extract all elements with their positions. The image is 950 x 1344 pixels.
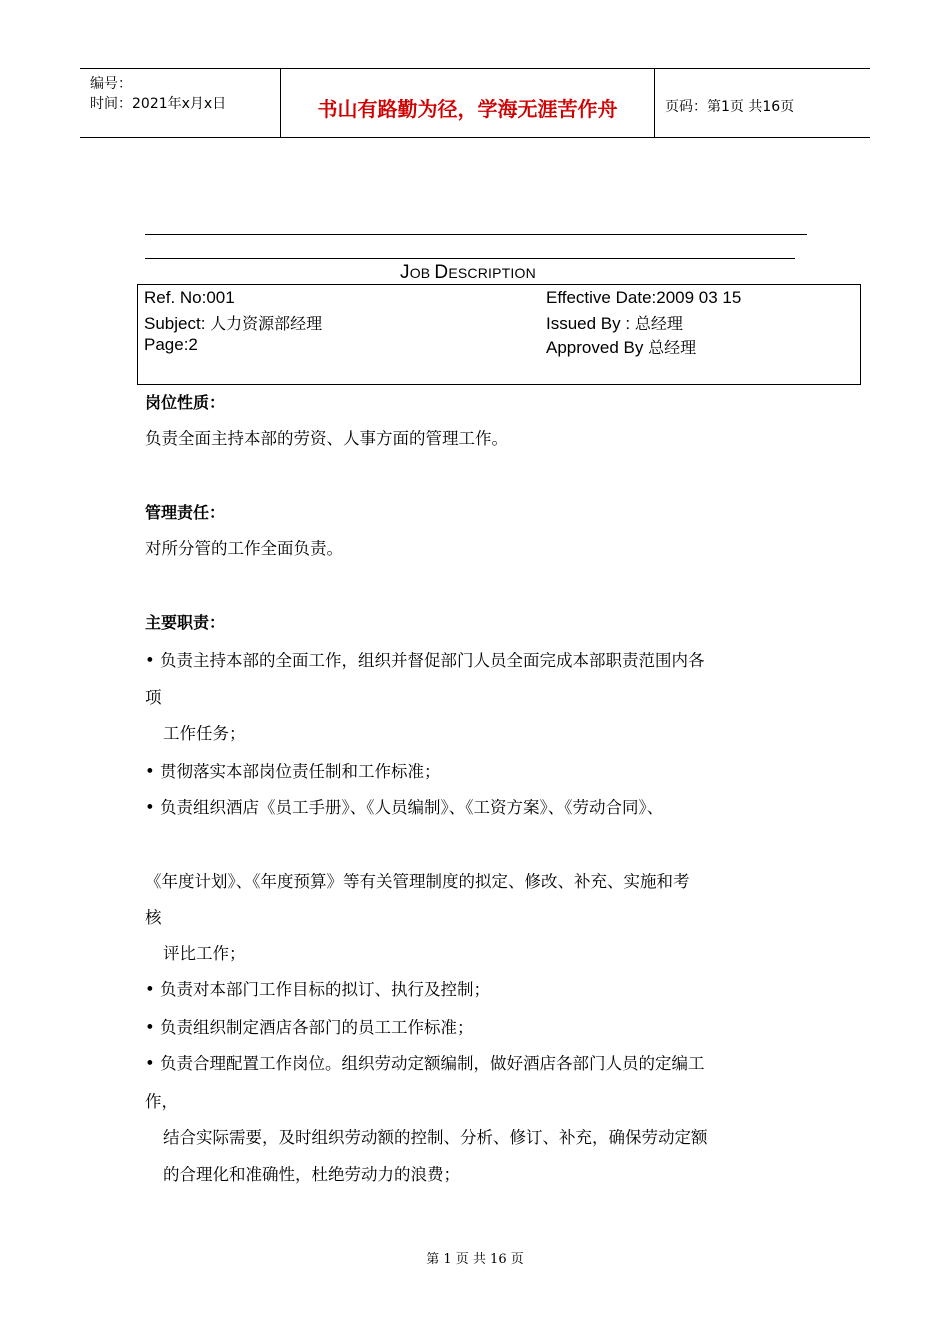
- subject: [144, 311, 322, 334]
- duty-line: 工作任务；: [163, 724, 246, 743]
- info-box: [137, 284, 861, 385]
- effective-date: Effective Date:2009 03 15: [546, 288, 742, 307]
- header-meta-cell: [80, 69, 281, 137]
- duty-line: • 贯彻落实本部岗位责任制和工作标准；: [145, 762, 441, 781]
- page-field: Page:2: [144, 335, 198, 354]
- title-d: D: [434, 262, 449, 283]
- document-header: [80, 68, 870, 138]
- duty-line: • 负责组织酒店《员工手册》、《人员编制》、《工资方案》、《劳动合同》、: [145, 798, 664, 817]
- duty-line: 项: [145, 688, 162, 707]
- ref-no: Ref. No:001: [144, 288, 235, 307]
- responsibility-heading: 管理责任：: [145, 503, 226, 522]
- number-label: 编号：: [90, 76, 132, 92]
- issued-by: [546, 311, 683, 334]
- nature-text: 负责全面主持本部的劳资、人事方面的管理工作。: [145, 429, 508, 448]
- duties-heading: 主要职责：: [145, 613, 226, 632]
- issued-value: 总经理: [634, 314, 683, 333]
- duty-line: 评比工作；: [163, 944, 246, 963]
- issued-label: Issued By :: [546, 314, 635, 333]
- duty-line: 核: [145, 908, 162, 927]
- second-rule: [145, 258, 795, 259]
- subject-label: Subject:: [144, 314, 211, 333]
- job-description-title: [400, 262, 536, 284]
- duty-line: • 负责对本部门工作目标的拟订、执行及控制；: [145, 980, 490, 999]
- approved-label: Approved By: [546, 338, 649, 357]
- header-motto-cell: [281, 69, 655, 137]
- duty-line: 结合实际需要，及时组织劳动额的控制、分析、修订、补充，确保劳动定额: [163, 1128, 708, 1147]
- duty-line: 的合理化和准确性，杜绝劳动力的浪费；: [163, 1165, 460, 1184]
- motto: 书山有路勤为径，学海无涯苦作舟: [317, 97, 618, 121]
- approved-by: [546, 335, 696, 358]
- header-page-cell: [655, 69, 870, 137]
- approved-value: 总经理: [648, 338, 697, 357]
- duty-line: 《年度计划》、《年度预算》等有关管理制度的拟定、修改、补充、实施和考: [145, 872, 690, 891]
- nature-heading: 岗位性质：: [145, 393, 226, 412]
- responsibility-text: 对所分管的工作全面负责。: [145, 539, 343, 558]
- title-j: J: [400, 262, 410, 283]
- top-rule: [145, 234, 807, 235]
- subject-value: 人力资源部经理: [210, 314, 323, 333]
- duty-line: • 负责组织制定酒店各部门的员工工作标准；: [145, 1018, 474, 1037]
- title-escription: ESCRIPTION: [448, 265, 536, 281]
- duty-line: 作，: [145, 1092, 178, 1111]
- page-code: 页码：第1页 共16页: [665, 99, 795, 115]
- title-ob: OB: [409, 265, 435, 281]
- duty-line: • 负责主持本部的全面工作，组织并督促部门人员全面完成本部职责范围内各: [145, 651, 705, 670]
- page-footer: 第 1 页 共 16 页: [426, 1252, 524, 1267]
- duty-line: • 负责合理配置工作岗位。组织劳动定额编制，做好酒店各部门人员的定编工: [145, 1054, 705, 1073]
- time-label: 时间：2021年x月x日: [90, 96, 227, 112]
